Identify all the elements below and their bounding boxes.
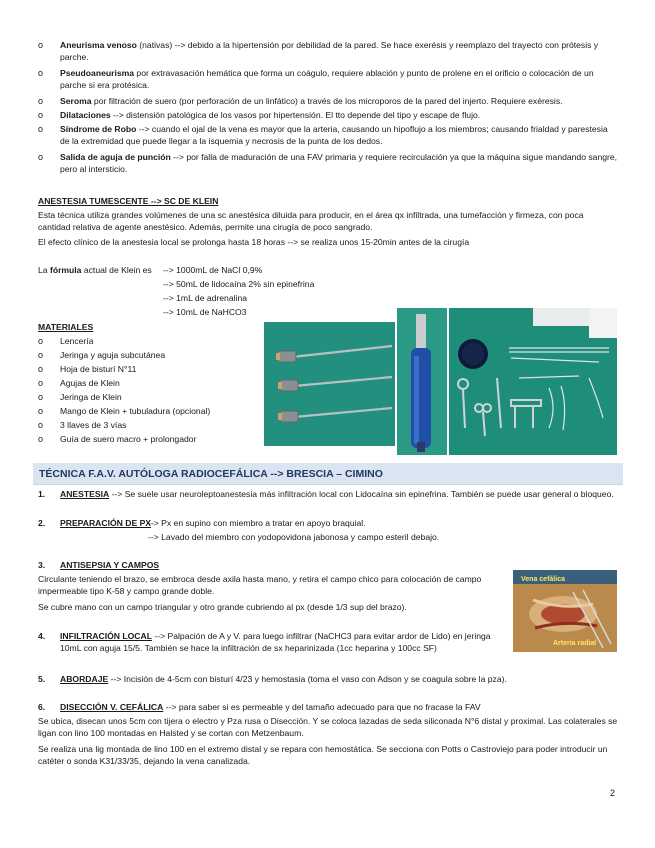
item-text: Jeringa y aguja subcutánea bbox=[60, 350, 166, 360]
step-text: --> Se suele usar neuroleptoanestesia más infiltración local con Lidocaína sin epinefrina. También se puede usar general o bloqueo. bbox=[109, 489, 614, 499]
step-title: PREPARACIÓN DE PX bbox=[60, 518, 152, 528]
bullet-text: por filtración de suero (por perforación de un linfático) a través de los microporos de la pared del injerto. Requiere exéresis. bbox=[91, 96, 563, 106]
bullet-marker: o bbox=[38, 406, 44, 416]
bullet-marker: o bbox=[38, 392, 44, 402]
formula-item: --> 1000mL de NaCl 0,9% bbox=[163, 265, 263, 275]
instrument-tray-photo bbox=[449, 308, 617, 455]
step-2 bbox=[38, 517, 158, 529]
materiales-item bbox=[38, 391, 258, 403]
item-text: Hoja de bisturí N°11 bbox=[60, 364, 137, 374]
formula-item: --> 50mL de lidocaína 2% sin epinefrina bbox=[163, 279, 315, 289]
bullet-term: Síndrome de Robo bbox=[60, 124, 137, 134]
bullet-marker: o bbox=[38, 124, 44, 134]
klein-handle-illustration bbox=[397, 308, 447, 455]
klein-needles-illustration bbox=[264, 322, 395, 446]
step-number: 3. bbox=[38, 560, 46, 570]
step-4 bbox=[38, 630, 508, 655]
bullet-marker: o bbox=[38, 434, 44, 444]
item-text: Lencería bbox=[60, 336, 94, 346]
item-text: Guía de suero macro + prolongador bbox=[60, 434, 197, 444]
bullet-text: por extravasación hemática que forma un coágulo, requiere ablación y punto de prolene en el orificio o colocación de un parche si era protésica. bbox=[60, 68, 594, 91]
bullet-text: --> por falla de maduración de una FAV primaria y requiere recirculación ya que la máquina sigue mandando sangre, pero al intersticio. bbox=[60, 152, 618, 175]
bullet-marker: o bbox=[38, 336, 44, 346]
klein-needles-photo bbox=[264, 322, 395, 446]
section-heading-materiales bbox=[38, 321, 238, 333]
bullet-term: Pseudoaneurisma bbox=[60, 68, 135, 78]
bullet-marker: o bbox=[38, 110, 44, 120]
anestesia-paragraph-2: El efecto clínico de la anestesia local se prolonga hasta 18 horas --> se realiza unos 15-20min antes de la cirugía bbox=[38, 237, 470, 247]
section-heading-anestesia bbox=[38, 195, 618, 207]
step-6-paragraph-2: Se realiza una lig montada de lino 100 en el extremo distal y se repara con hemostática. Se secciona con Potts o Castroviejo para poder introducir un catéter o sonda K31/33/35, dejando la vena canalizada. bbox=[38, 744, 608, 767]
surgical-field-photo bbox=[513, 570, 617, 652]
bullet-sindrome-robo bbox=[38, 123, 618, 148]
instrument-tray-illustration bbox=[449, 308, 617, 455]
bullet-marker: o bbox=[38, 40, 44, 50]
bullet-aneurisma-venoso bbox=[38, 39, 618, 64]
section-banner-tecnica: TÉCNICA F.A.V. AUTÓLOGA RADIOCEFÁLICA --> BRESCIA – CIMINO bbox=[33, 463, 623, 485]
formula-bold: fórmula bbox=[49, 265, 82, 275]
page-number: 2 bbox=[609, 788, 615, 798]
anestesia-paragraph-1: Esta técnica utiliza grandes volúmenes de una sc anestésica diluida para producir, en el área qx infiltrada, una tumefacción y firmeza, con poca cantidad relativa de agente anestésico. Además, permite una cirugía de poco sangrado. bbox=[38, 210, 584, 233]
formula-post: actual de Klein es bbox=[81, 265, 152, 275]
bullet-text: (nativas) --> debido a la hipertensión por debilidad de la pared. Se hace exerésis y reemplazo del trayecto con prótesis y parche. bbox=[60, 40, 599, 63]
step-5 bbox=[38, 673, 618, 685]
step-number: 5. bbox=[38, 674, 46, 684]
bullet-marker: o bbox=[38, 378, 44, 388]
heading-text: ANESTESIA TUMESCENTE --> SC DE KLEIN bbox=[38, 196, 219, 206]
step-number: 6. bbox=[38, 702, 46, 712]
klein-handle-photo bbox=[397, 308, 447, 455]
bullet-text: --> cuando el ojal de la vena es mayor que la arteria, causando un hipoflujo a los miembros; causando frialdad y parestesia de la extremidad que puede llegar a la isquemia y necrosis de la punta de los dedos. bbox=[60, 124, 608, 147]
bullet-text: --> distensión patológica de los vasos por hipertensión. El tto depende del tipo y escape de flujo. bbox=[110, 110, 481, 120]
bullet-marker: o bbox=[38, 364, 44, 374]
step-3-paragraph-2: Se cubre mano con un campo triangular y otro grande cubriendo al px (desde 1/3 sup del brazo). bbox=[38, 602, 407, 612]
bullet-marker: o bbox=[38, 152, 44, 162]
step-title: DISECCIÓN V. CEFÁLICA bbox=[60, 702, 164, 712]
step-2-item: --> Lavado del miembro con yodopovidona jabonosa y campo esteril debajo. bbox=[148, 532, 440, 542]
step-1 bbox=[38, 488, 618, 500]
bullet-term: Seroma bbox=[60, 96, 92, 106]
photo-label-vena: Vena cefálica bbox=[521, 576, 565, 583]
materiales-item bbox=[38, 335, 258, 347]
bullet-marker: o bbox=[38, 96, 44, 106]
bullet-term: Aneurisma venoso bbox=[60, 40, 137, 50]
step-title: ABORDAJE bbox=[60, 674, 109, 684]
materiales-item bbox=[38, 377, 258, 389]
step-title: ANTISEPSIA Y CAMPOS bbox=[60, 560, 160, 570]
step-text: --> Palpación de A y V. para luego infiltrar (NaCHC3 para evitar ardor de Lido) en jeringa 10mL con aguja 15/5. También se hace la infiltración de sx heparinizada (1cc heparina y 100cc SF) bbox=[60, 631, 491, 654]
materiales-item bbox=[38, 349, 258, 361]
bullet-seroma bbox=[38, 95, 618, 107]
bullet-marker: o bbox=[38, 420, 44, 430]
bullet-marker: o bbox=[38, 350, 44, 360]
bullet-dilataciones bbox=[38, 109, 618, 121]
step-number: 1. bbox=[38, 489, 46, 499]
bullet-marker: o bbox=[38, 68, 44, 78]
step-number: 2. bbox=[38, 518, 46, 528]
step-2-item: --> Px en supino con miembro a tratar en apoyo braquial. bbox=[148, 518, 366, 528]
item-text: 3 llaves de 3 vías bbox=[60, 420, 127, 430]
step-text: --> para saber si es permeable y del tamaño adecuado para que no fracase la FAV bbox=[163, 702, 481, 712]
step-title: INFILTRACIÓN LOCAL bbox=[60, 631, 152, 641]
formula-label bbox=[38, 264, 178, 276]
materiales-item bbox=[38, 433, 258, 445]
bullet-term: Salida de aguja de punción bbox=[60, 152, 171, 162]
materiales-item bbox=[38, 405, 258, 417]
step-number: 4. bbox=[38, 631, 46, 641]
step-text: --> Incisión de 4-5cm con bisturí 4/23 y hemostasia (toma el vaso con Adson y se coagula sobre la pza). bbox=[108, 674, 507, 684]
formula-item: --> 1mL de adrenalina bbox=[163, 293, 247, 303]
heading-text: MATERIALES bbox=[38, 322, 94, 332]
materiales-item bbox=[38, 419, 258, 431]
item-text: Mango de Klein + tubuladura (opcional) bbox=[60, 406, 211, 416]
step-6 bbox=[38, 701, 618, 713]
item-text: Agujas de Klein bbox=[60, 378, 120, 388]
step-title: ANESTESIA bbox=[60, 489, 110, 499]
photo-label-arteria: Arteria radial bbox=[553, 640, 597, 647]
bullet-term: Dilataciones bbox=[60, 110, 111, 120]
item-text: Jeringa de Klein bbox=[60, 392, 122, 402]
step-6-paragraph-1: Se ubica, disecan unos 5cm con tijera o electro y Pza rusa o Disección. Y se coloca lazadas de seda siliconada N°6 distal y proximal. Las colaterales se ligan con lino 100 montadas en Halsted y se cortan con Metzenbaum. bbox=[38, 716, 618, 739]
formula-pre: La bbox=[38, 265, 50, 275]
bullet-salida-aguja bbox=[38, 151, 618, 176]
formula-item: --> 10mL de NaHCO3 bbox=[163, 307, 247, 317]
step-3-paragraph-1: Circulante teniendo el brazo, se embroca desde axila hasta mano, y retira el campo chico para colocación de campo impermeable tipo K-58 y campo grande doble. bbox=[38, 574, 482, 597]
bullet-pseudoaneurisma bbox=[38, 67, 618, 92]
materiales-item bbox=[38, 363, 258, 375]
